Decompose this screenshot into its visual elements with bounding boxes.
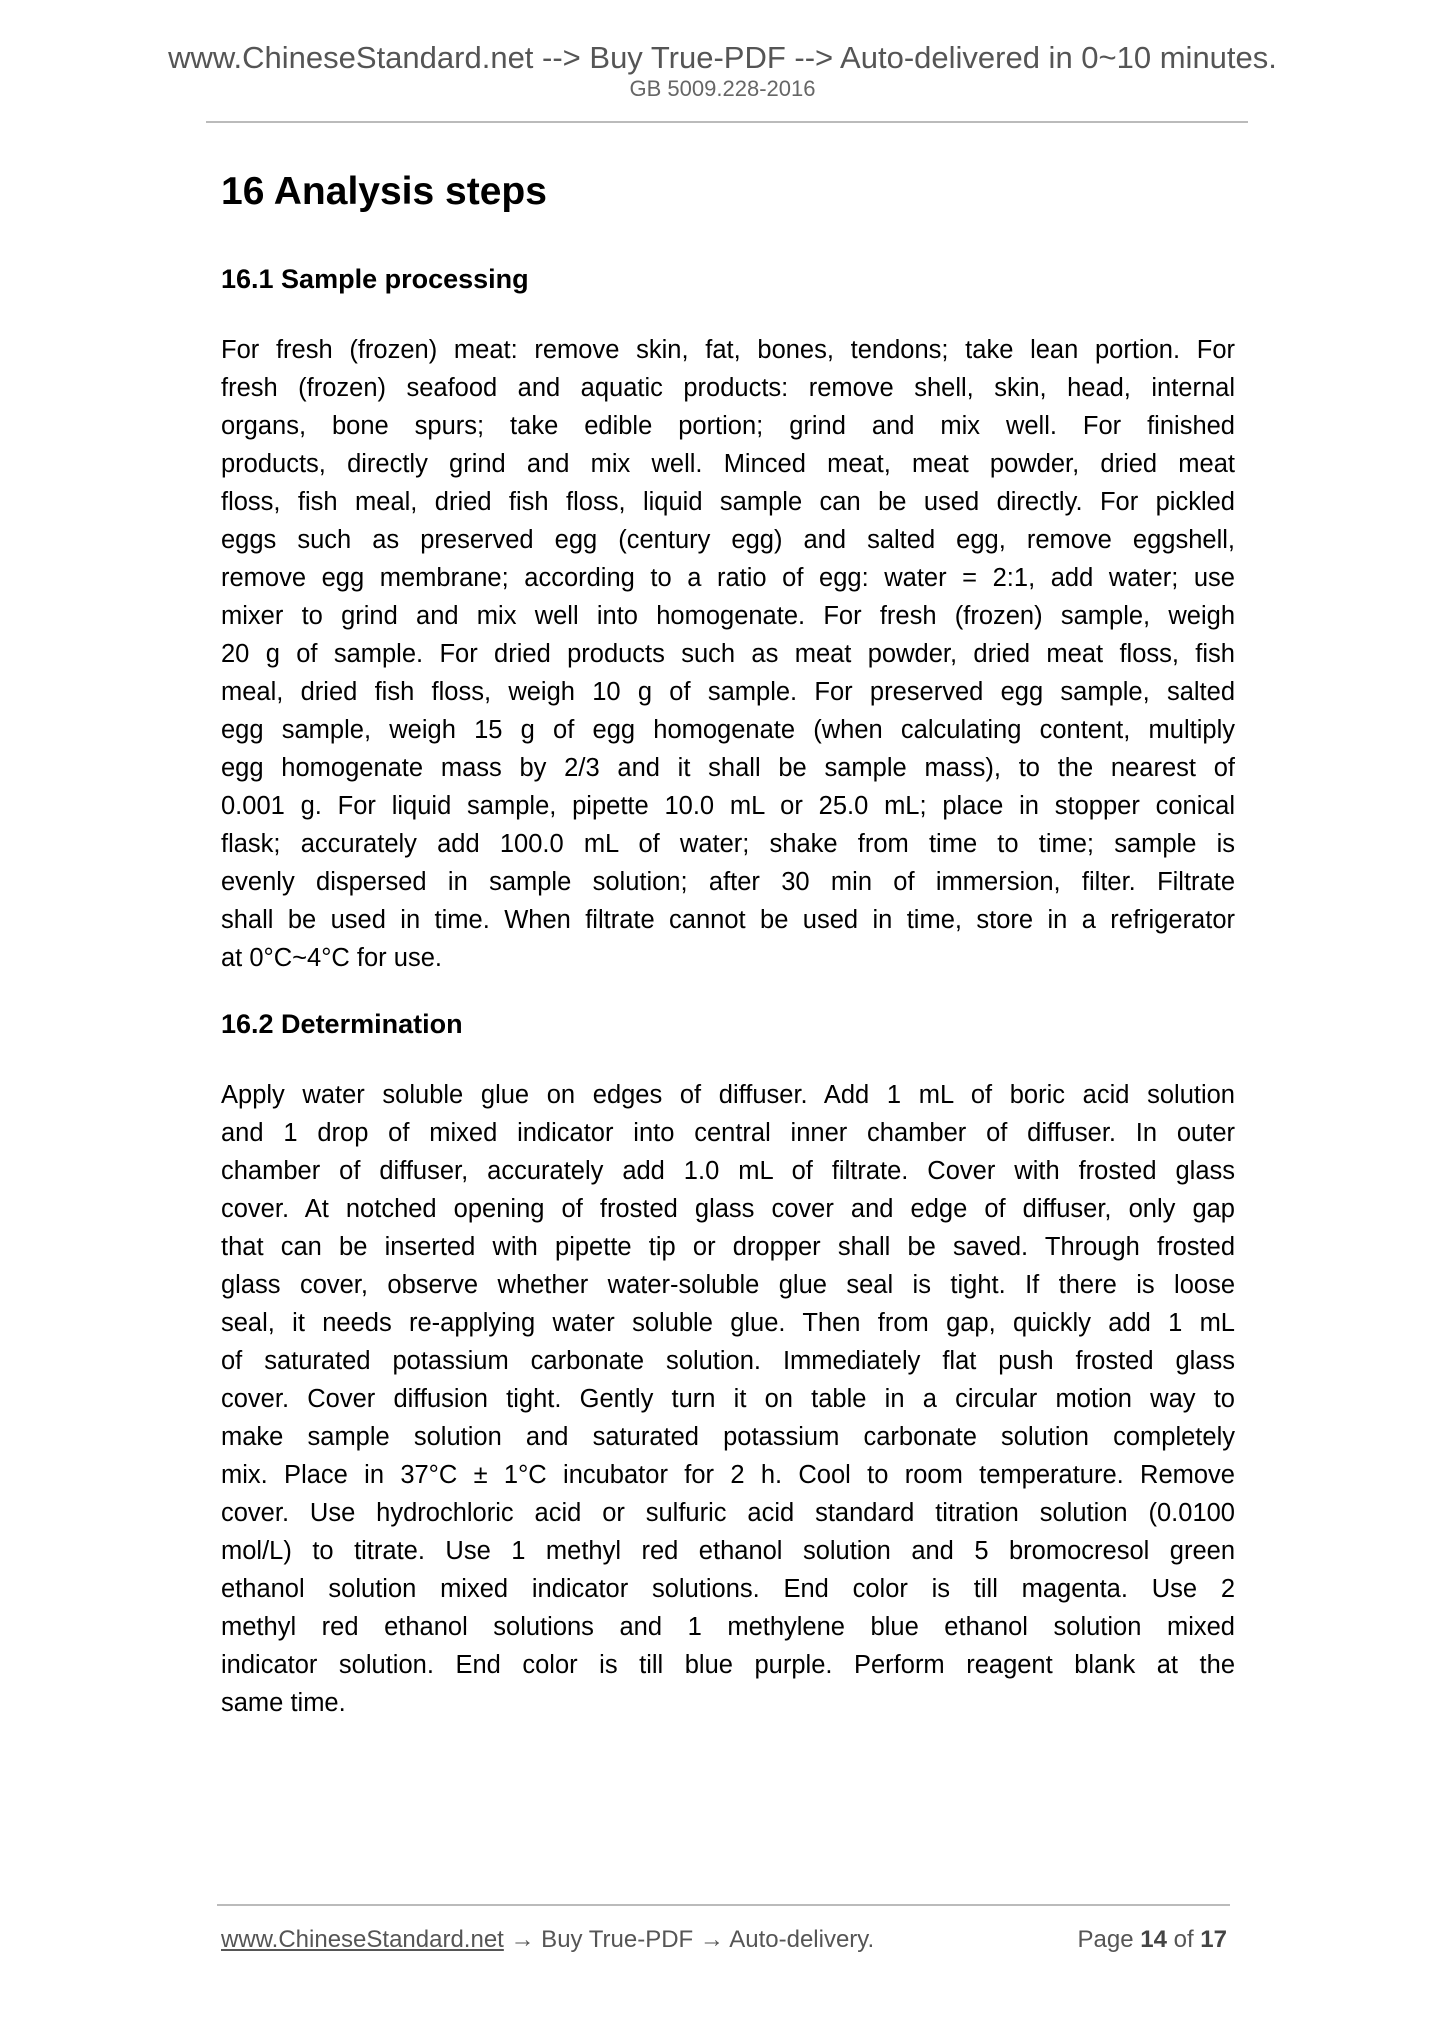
text-line: egg homogenate mass by 2/3 and it shall be sample mass), to the nearest of: [221, 754, 1235, 782]
text-line: fresh (frozen) seafood and aquatic products: remove shell, skin, head, internal: [221, 374, 1235, 402]
text-line: cover. Cover diffusion tight. Gently turn it on table in a circular motion way to: [221, 1385, 1235, 1413]
text-line: 20 g of sample. For dried products such as meat powder, dried meat floss, fish: [221, 640, 1235, 668]
subsection-title-sample-processing: 16.1 Sample processing: [221, 264, 529, 294]
text-line: products, directly grind and mix well. Minced meat, meat powder, dried meat: [221, 450, 1235, 478]
text-line: cover. Use hydrochloric acid or sulfuric acid standard titration solution (0.0100: [221, 1499, 1235, 1527]
text-line: flask; accurately add 100.0 mL of water; shake from time to time; sample is: [221, 830, 1235, 858]
footer-tagline: → Buy True-PDF → Auto-delivery.: [503, 1926, 875, 1953]
text-line: eggs such as preserved egg (century egg) and salted egg, remove eggshell,: [221, 526, 1235, 554]
text-line: mol/L) to titrate. Use 1 methyl red ethanol solution and 5 bromocresol green: [221, 1537, 1235, 1565]
header-divider: [206, 121, 1248, 123]
text-line: glass cover, observe whether water-soluble glue seal is tight. If there is loose: [221, 1271, 1235, 1299]
footer-divider: [217, 1904, 1230, 1906]
text-line: mixer to grind and mix well into homogenate. For fresh (frozen) sample, weigh: [221, 602, 1235, 630]
text-line: egg sample, weigh 15 g of egg homogenate (when calculating content, multiply: [221, 716, 1235, 744]
standard-code: GB 5009.228-2016: [629, 76, 816, 101]
text-line: remove egg membrane; according to a ratio of egg: water = 2:1, add water; use: [221, 564, 1235, 592]
section-title: 16 Analysis steps: [221, 170, 547, 213]
page-label: Page: [1077, 1926, 1141, 1953]
text-line: make sample solution and saturated potassium carbonate solution completely: [221, 1423, 1235, 1451]
text-line: 0.001 g. For liquid sample, pipette 10.0 mL or 25.0 mL; place in stopper conical: [221, 792, 1235, 820]
footer-site-link[interactable]: www.ChineseStandard.net: [221, 1926, 504, 1953]
text-line: For fresh (frozen) meat: remove skin, fat, bones, tendons; take lean portion. For: [221, 336, 1235, 364]
text-line: meal, dried fish floss, weigh 10 g of sample. For preserved egg sample, salted: [221, 678, 1235, 706]
subsection-title-determination: 16.2 Determination: [221, 1009, 463, 1039]
header-banner: www.ChineseStandard.net --> Buy True-PDF --> Auto-delivered in 0~10 minutes.: [168, 40, 1277, 75]
text-line: organs, bone spurs; take edible portion; grind and mix well. For finished: [221, 412, 1235, 440]
page-indicator: [1078, 1926, 1227, 1954]
footer-left: [221, 1926, 874, 1954]
text-line: same time.: [221, 1689, 346, 1717]
of-label: of: [1166, 1926, 1201, 1953]
text-line: of saturated potassium carbonate solution. Immediately flat push frosted glass: [221, 1347, 1235, 1375]
text-line: seal, it needs re-applying water soluble glue. Then from gap, quickly add 1 mL: [221, 1309, 1235, 1337]
text-line: ethanol solution mixed indicator solutions. End color is till magenta. Use 2: [221, 1575, 1235, 1603]
text-line: cover. At notched opening of frosted glass cover and edge of diffuser, only gap: [221, 1195, 1235, 1223]
text-line: mix. Place in 37°C ± 1°C incubator for 2 h. Cool to room temperature. Remove: [221, 1461, 1235, 1489]
text-line: at 0°C~4°C for use.: [221, 944, 442, 972]
paragraph-sample-processing: [221, 331, 1235, 977]
page-current: 14: [1140, 1926, 1167, 1953]
text-line: Apply water soluble glue on edges of diffuser. Add 1 mL of boric acid solution: [221, 1081, 1235, 1109]
text-line: evenly dispersed in sample solution; after 30 min of immersion, filter. Filtrate: [221, 868, 1235, 896]
text-line: methyl red ethanol solutions and 1 methylene blue ethanol solution mixed: [221, 1613, 1235, 1641]
text-line: shall be used in time. When filtrate cannot be used in time, store in a refrigerator: [221, 906, 1235, 934]
text-line: chamber of diffuser, accurately add 1.0 mL of filtrate. Cover with frosted glass: [221, 1157, 1235, 1185]
text-line: and 1 drop of mixed indicator into central inner chamber of diffuser. In outer: [221, 1119, 1235, 1147]
page-total: 17: [1200, 1926, 1227, 1953]
text-line: floss, fish meal, dried fish floss, liquid sample can be used directly. For pickled: [221, 488, 1235, 516]
text-line: that can be inserted with pipette tip or dropper shall be saved. Through frosted: [221, 1233, 1235, 1261]
paragraph-determination: [221, 1076, 1235, 1722]
text-line: indicator solution. End color is till blue purple. Perform reagent blank at the: [221, 1651, 1235, 1679]
